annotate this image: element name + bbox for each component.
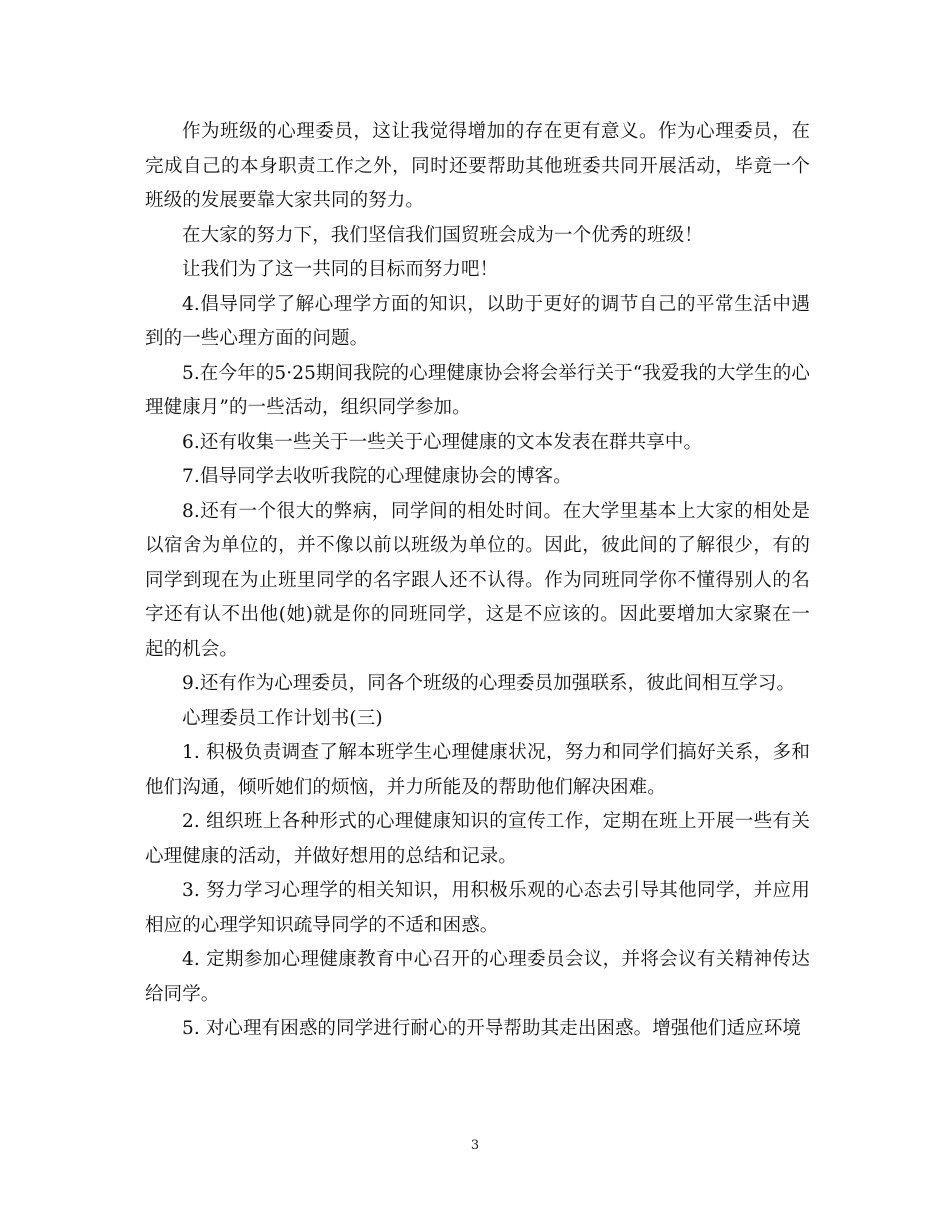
plan-item-5: 5. 对心理有困惑的同学进行耐心的开导帮助其走出困惑。增强他们适应环境 [182,1018,802,1039]
page-number: 3 [470,1138,480,1153]
document-body [145,115,810,1047]
list-item-8: 8.还有一个很大的弊病，同学间的相处时间。在大学里基本上大家的相处是以宿舍为单位的，并不像以前以班级为单位的。因此，彼此间的了解很少，有的同学到现在为止班里同学的名字跟人还不认得。作为同班同学你不懂得别人的名字还有认不出他(她)就是你的同班同学，这是不应该的。因此要增加大家聚在一起的机会。 [145,500,810,660]
paragraph-belief: 在大家的努力下，我们坚信我们国贸班会成为一个优秀的班级！ [182,224,703,246]
list-item-9: 9.还有作为心理委员，同各个班级的心理委员加强联系，彼此间相互学习。 [182,673,796,694]
plan-item-2: 2. 组织班上各种形式的心理健康知识的宣传工作，定期在班上开展一些有关心理健康的活动，并做好想用的总结和记录。 [145,811,810,867]
plan-item-4: 4. 定期参加心理健康教育中心召开的心理委员会议，并将会议有关精神传达给同学。 [145,949,810,1005]
paragraph-intro: 作为班级的心理委员，这让我觉得增加的存在更有意义。作为心理委员，在完成自己的本身职责工作之外，同时还要帮助其他班委共同开展活动，毕竟一个班级的发展要靠大家共同的努力。 [145,121,810,211]
list-item-6: 6.还有收集一些关于一些关于心理健康的文本发表在群共享中。 [182,431,703,453]
paragraph-effort: 让我们为了这一共同的目标而努力吧！ [182,259,499,280]
plan-item-1: 1. 积极负责调查了解本班学生心理健康状况，努力和同学们搞好关系，多和他们沟通，倾听她们的烦恼，并力所能及的帮助他们解决困难。 [145,742,810,798]
list-item-7: 7.倡导同学去收听我院的心理健康协会的博客。 [182,466,572,487]
list-item-5: 5.在今年的5·25期间我院的心理健康协会将会举行关于“我爱我的大学生的心理健康月”的一些活动，组织同学参加。 [145,362,810,418]
section-heading: 心理委员工作计划书(三) [182,707,383,729]
plan-item-3: 3. 努力学习心理学的相关知识，用积极乐观的心态去引导其他同学，并应用相应的心理学知识疏导同学的不适和困惑。 [145,880,810,936]
list-item-4: 4.倡导同学了解心理学方面的知识，以助于更好的调节自己的平常生活中遇到的一些心理方面的问题。 [145,293,810,349]
